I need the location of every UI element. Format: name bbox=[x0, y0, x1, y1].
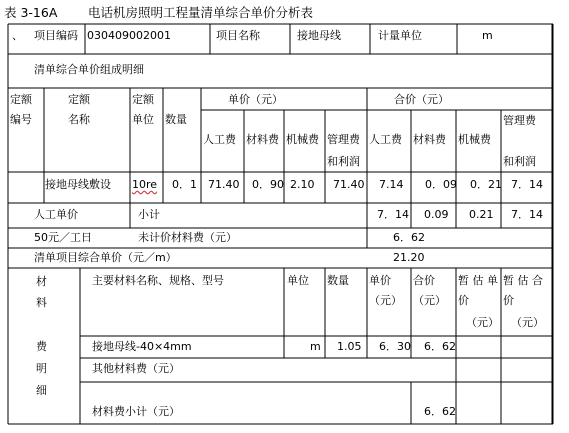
col-quantity: 数量 bbox=[165, 113, 187, 126]
material-subtotal-label: 材料费小计（元） bbox=[92, 405, 180, 418]
page-title: 电话机房照明工程量清单综合单价分析表 bbox=[88, 5, 314, 20]
col-unit-mgmt-line2: 和利润 bbox=[327, 155, 360, 168]
material-col-name: 主要材料名称、规格、型号 bbox=[92, 274, 224, 287]
material-col-quantity: 数量 bbox=[327, 274, 349, 287]
subtotal-material: 0.09 bbox=[424, 208, 449, 221]
composite-price-value: 21.20 bbox=[393, 251, 425, 264]
col-unit-labor: 人工费 bbox=[203, 133, 236, 146]
subtotal-labor: 7．14 bbox=[377, 208, 409, 221]
col-unit-price-group: 单价（元） bbox=[228, 93, 283, 106]
composition-title: 清单综合单价组成明细 bbox=[34, 63, 144, 76]
col-unit-machine: 机械费 bbox=[286, 133, 319, 146]
material-col-est-total-line2: 价 bbox=[503, 294, 514, 307]
table-number: 表 3-16A bbox=[4, 5, 58, 20]
material-side-label-3: 费 bbox=[36, 340, 47, 353]
material-col-unit-price-line1: 单价 bbox=[369, 274, 391, 287]
project-name-label: 项目名称 bbox=[216, 29, 260, 42]
material-col-unit-price-line2: （元） bbox=[369, 294, 402, 307]
material-row-total-price: 6．62 bbox=[424, 340, 456, 353]
quota-quantity-cell: 0．1 bbox=[172, 178, 197, 191]
col-quota-name-line1: 定额 bbox=[68, 93, 90, 106]
material-row-unit-price: 6．30 bbox=[379, 340, 411, 353]
subtotal-label: 小计 bbox=[138, 208, 160, 221]
quota-unit-cell: 10re bbox=[132, 178, 158, 191]
col-total-material: 材料费 bbox=[413, 133, 446, 146]
labor-rate-label: 人工单价 bbox=[34, 208, 78, 221]
material-col-est-unit-line3: （元） bbox=[466, 316, 499, 329]
material-row-quantity: 1.05 bbox=[337, 340, 362, 353]
col-quota-no-line1: 定额 bbox=[10, 93, 32, 106]
col-total-price-group: 合价（元） bbox=[394, 93, 449, 106]
col-unit-material: 材料费 bbox=[246, 133, 279, 146]
col-quota-name-line2: 名称 bbox=[68, 113, 90, 126]
project-code-label: 项目编码 bbox=[34, 29, 78, 42]
unit-labor-cell: 71.40 bbox=[208, 178, 240, 191]
col-quota-no-line2: 编号 bbox=[10, 113, 32, 126]
col-total-machine: 机械费 bbox=[458, 133, 491, 146]
material-col-est-unit-line2: 价 bbox=[458, 294, 469, 307]
material-subtotal-value: 6．62 bbox=[424, 405, 456, 418]
col-total-mgmt-line1: 管理费 bbox=[503, 114, 536, 127]
unit-material-cell: 0．90 bbox=[252, 178, 284, 191]
col-quota-unit-line2: 单位 bbox=[132, 113, 154, 126]
unpriced-material-value: 6．62 bbox=[393, 231, 425, 244]
unit-value: m bbox=[482, 29, 493, 42]
subtotal-mgmt: 7．14 bbox=[511, 208, 543, 221]
col-total-labor: 人工费 bbox=[369, 133, 402, 146]
material-side-label-1: 材 bbox=[36, 275, 47, 288]
material-side-label-5: 细 bbox=[36, 384, 47, 397]
material-col-est-total-line3: （元） bbox=[511, 316, 544, 329]
unpriced-material-label: 未计价材料费（元） bbox=[138, 231, 237, 244]
col-total-mgmt-line2: 和利润 bbox=[503, 155, 536, 168]
subtotal-machine: 0.21 bbox=[469, 208, 494, 221]
col-quota-unit-line1: 定额 bbox=[132, 93, 154, 106]
labor-rate-value: 50元／工日 bbox=[34, 231, 92, 244]
material-side-label-4: 明 bbox=[36, 362, 47, 375]
material-col-unit: 单位 bbox=[287, 274, 309, 287]
unit-label: 计量单位 bbox=[378, 29, 422, 42]
material-col-est-total-line1: 暂 估 合 bbox=[503, 274, 543, 287]
material-row-unit: m bbox=[310, 340, 321, 353]
project-name-value: 接地母线 bbox=[297, 29, 341, 42]
col-unit-mgmt-line1: 管理费 bbox=[327, 133, 360, 146]
total-labor-cell: 7.14 bbox=[379, 178, 404, 191]
project-code-value: 030409002001 bbox=[87, 29, 171, 42]
material-col-est-unit-line1: 暂 估 单 bbox=[458, 274, 498, 287]
total-machine-cell: 0．21 bbox=[470, 178, 502, 191]
material-side-label-2: 料 bbox=[36, 296, 47, 309]
other-material-label: 其他材料费（元） bbox=[92, 362, 180, 375]
material-row-name: 接地母线-40×4mm bbox=[92, 340, 192, 353]
material-col-total-price-line1: 合价 bbox=[413, 274, 435, 287]
quota-name-cell: 接地母线敷设 bbox=[45, 178, 111, 191]
composite-price-label: 清单项目综合单价（元／m） bbox=[34, 251, 177, 264]
unit-mgmt-cell: 71.40 bbox=[333, 178, 365, 191]
unit-machine-cell: 2.10 bbox=[290, 178, 315, 191]
material-col-total-price-line2: （元） bbox=[413, 294, 446, 307]
total-mgmt-cell: 7．14 bbox=[511, 178, 543, 191]
lead-mark: 、 bbox=[12, 29, 23, 42]
total-material-cell: 0．09 bbox=[425, 178, 457, 191]
